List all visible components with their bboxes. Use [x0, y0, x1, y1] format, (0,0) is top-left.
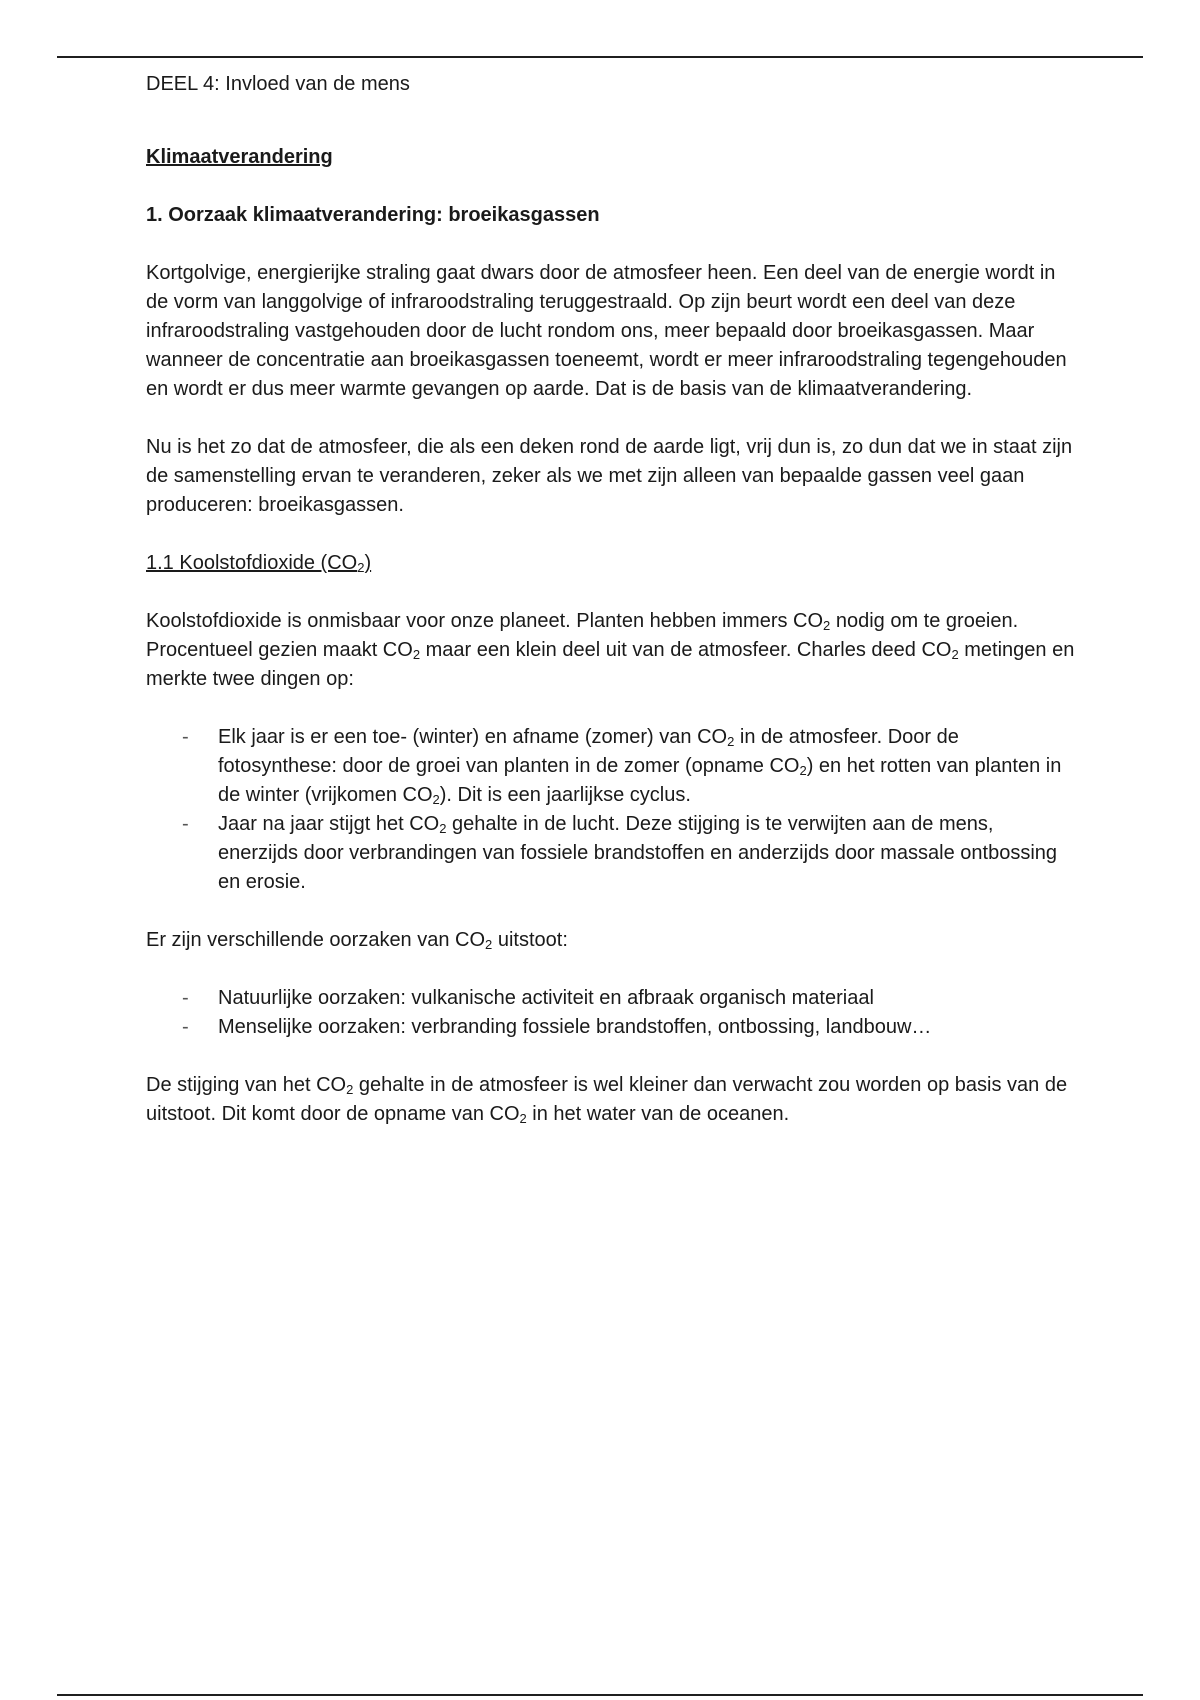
co2-heading-suffix: ) [364, 552, 372, 574]
observation-list [146, 723, 1076, 897]
text-run: De stijging van het CO [146, 1074, 347, 1096]
text-run: Menselijke oorzaken: verbranding fossiele brandstoffen, ontbossing, landbouw… [218, 1016, 932, 1038]
text-run: ). Dit is een jaarlijkse cyclus. [439, 784, 691, 806]
text-run: in de atmosfeer. Door de fotosynthese: door de groei van planten in de zomer (opname CO [218, 726, 959, 777]
page-header: DEEL 4: Invloed van de mens [146, 73, 410, 95]
subscript: 2 [727, 734, 735, 749]
paragraph-atmosphere: Nu is het zo dat de atmosfeer, die als een deken rond de aarde ligt, vrij dun is, zo dun dat we in staat zijn de samenstelling ervan te veranderen, zeker als we met zijn alleen van bepaalde gassen veel gaan produceren: broeikasgassen. [146, 436, 1073, 516]
subscript: 2 [951, 647, 959, 662]
text-run: metingen en merkte twee dingen op: [146, 639, 1075, 690]
list-item [146, 810, 1076, 897]
subsection-title: 1. Oorzaak klimaatverandering: broeikasgassen [146, 204, 600, 226]
list-item-text [218, 723, 1076, 810]
document-page [146, 70, 1076, 1158]
top-rule [57, 56, 1143, 58]
co2-heading [146, 549, 1076, 578]
bottom-rule [57, 1694, 1143, 1696]
list-item-text [218, 810, 1076, 897]
list-item-text [218, 984, 1076, 1013]
subscript: 2 [432, 792, 440, 807]
bullet-dash: - [182, 1016, 189, 1038]
subscript: 2 [823, 618, 831, 633]
co2-heading-prefix: 1.1 Koolstofdioxide (CO [146, 552, 358, 574]
text-run: Elk jaar is er een toe- (winter) en afname (zomer) van CO [218, 726, 728, 748]
text-run: in het water van de oceanen. [526, 1103, 790, 1125]
subscript: 2 [412, 647, 421, 662]
list-item-text [218, 1013, 1076, 1042]
subscript: 2 [519, 1111, 527, 1126]
text-run: uitstoot: [492, 929, 568, 951]
subscript: 2 [346, 1082, 354, 1097]
paragraph-causes-intro [146, 926, 1076, 955]
bullet-dash: - [182, 813, 189, 835]
paragraph-radiation: Kortgolvige, energierijke straling gaat dwars door de atmosfeer heen. Een deel van de energie wordt in de vorm van langgolvige of infraroodstraling teruggestraald. Op zijn beurt wordt een deel van deze infraroodstraling vastgehouden door de lucht rondom ons, meer bepaald door broeikasgassen. Maar wanneer de concentratie aan broeikasgassen toeneemt, wordt er meer infraroodstraling tegengehouden en wordt er dus meer warmte gevangen op aarde. Dat is de basis van de klimaatverandering. [146, 262, 1067, 400]
subscript: 2 [485, 937, 493, 952]
list-item [146, 723, 1076, 810]
list-item [146, 984, 1076, 1013]
text-run: nodig om te groeien. Procentueel gezien maakt CO [146, 610, 1019, 661]
text-run: gehalte in de lucht. Deze stijging is te verwijten aan de mens, enerzijds door verbrandingen van fossiele brandstoffen en anderzijds door massale ontbossing en erosie. [218, 813, 1058, 893]
subscript: 2 [439, 821, 447, 836]
text-run: gehalte in de atmosfeer is wel kleiner dan verwacht zou worden op basis van de uitstoot. Dit komt door de opname van CO [146, 1074, 1068, 1125]
section-title: Klimaatverandering [146, 146, 333, 168]
subscript: 2 [799, 763, 807, 778]
list-item [146, 1013, 1076, 1042]
bullet-dash: - [182, 987, 189, 1009]
causes-list [146, 984, 1076, 1042]
text-run: Jaar na jaar stijgt het CO [218, 813, 440, 835]
text-run: maar een klein deel uit van de atmosfeer. Charles deed CO [420, 639, 952, 661]
paragraph-co2-intro [146, 607, 1076, 694]
bullet-dash: - [182, 726, 189, 748]
text-run: Koolstofdioxide is onmisbaar voor onze planeet. Planten hebben immers CO [146, 610, 824, 632]
text-run: Natuurlijke oorzaken: vulkanische activiteit en afbraak organisch materiaal [218, 987, 874, 1009]
paragraph-conclusion [146, 1071, 1076, 1129]
co2-heading-subscript: 2 [357, 560, 365, 575]
text-run: ) en het rotten van planten in de winter (vrijkomen CO [218, 755, 1062, 806]
text-run: Er zijn verschillende oorzaken van CO [146, 929, 486, 951]
